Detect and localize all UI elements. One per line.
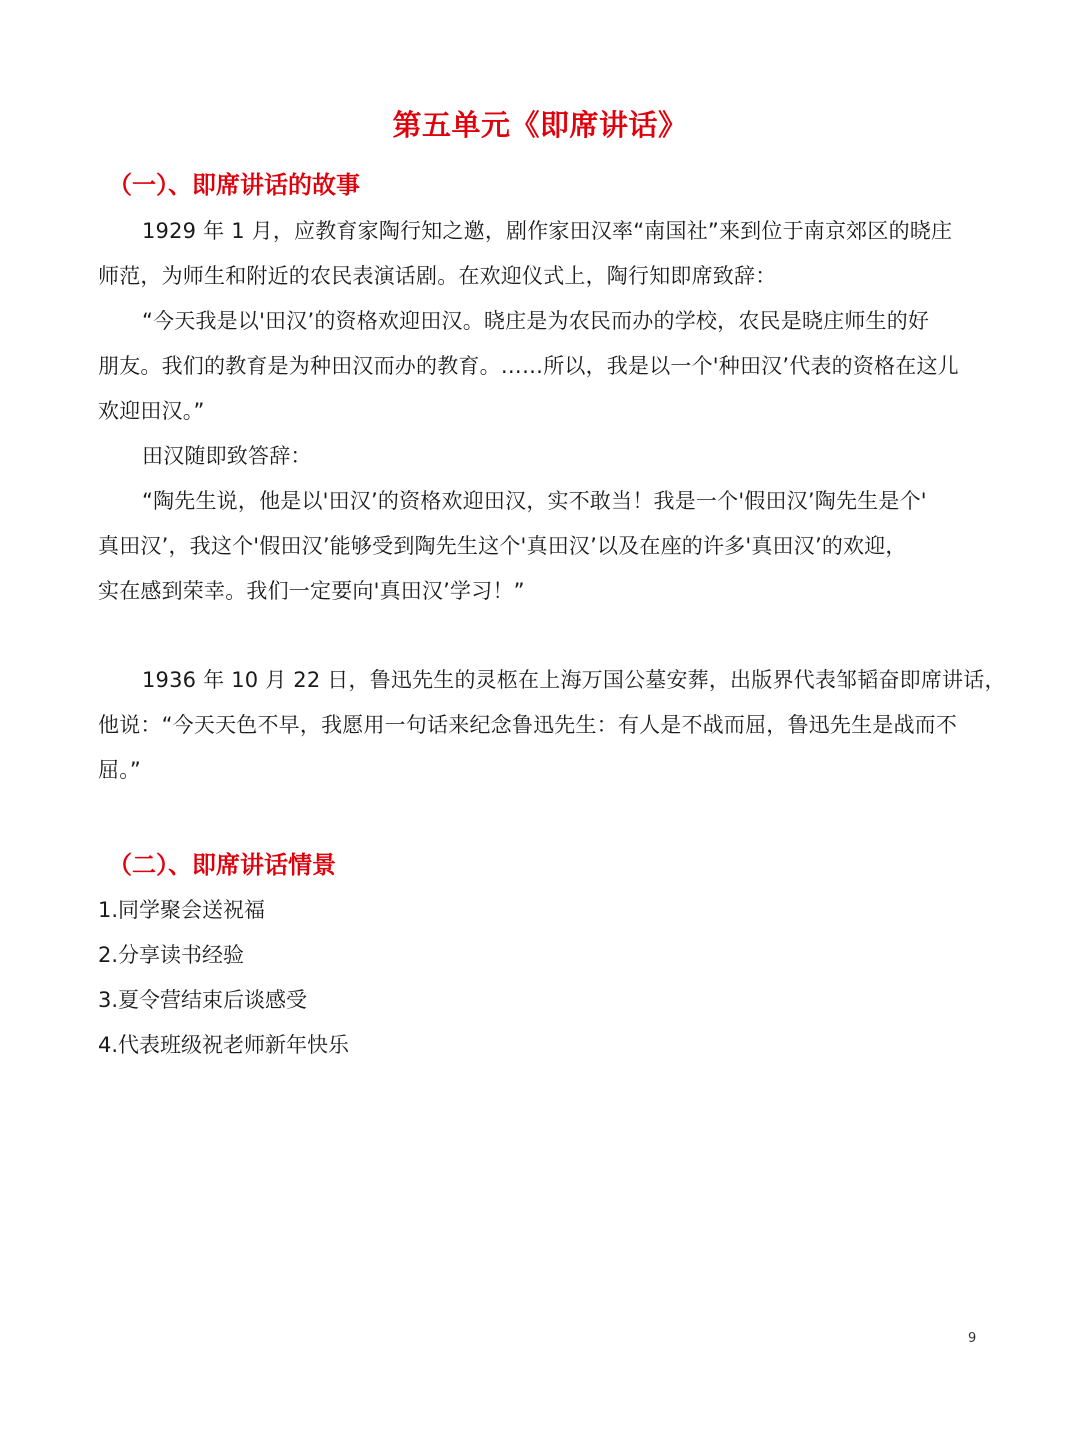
paragraph-line: 屈。” xyxy=(98,758,141,782)
paragraph-line: 田汉随即致答辞： xyxy=(142,444,312,468)
paragraph-line: 他说：“今天天色不早，我愿用一句话来纪念鲁迅先生：有人是不战而屈，鲁迅先生是战而不 xyxy=(98,713,958,737)
section-heading-scenarios: （二）、即席讲话情景 xyxy=(108,851,336,879)
scenario-list xyxy=(98,888,349,1068)
paragraph-line: 师范，为师生和附近的农民表演话剧。在欢迎仪式上，陶行知即席致辞： xyxy=(98,264,777,288)
paragraph-taoxingzhi-intro xyxy=(98,209,988,299)
paragraph-tianhan-intro xyxy=(98,434,988,479)
page-title: 第五单元《即席讲话》 xyxy=(392,108,688,142)
list-item: 3.夏令营结束后谈感受 xyxy=(98,988,308,1012)
list-item: 2.分享读书经验 xyxy=(98,943,245,967)
list-item: 4.代表班级祝老师新年快乐 xyxy=(98,1033,350,1057)
section-heading-story: （一）、即席讲话的故事 xyxy=(108,171,360,199)
list-item: 1.同学聚会送祝福 xyxy=(98,898,266,922)
paragraph-line: 朋友。我们的教育是为种田汉而办的教育。……所以，我是以一个'种田汉’代表的资格在这儿 xyxy=(98,354,959,378)
paragraph-luxun-story xyxy=(98,658,1006,793)
paragraph-line: 实在感到荣幸。我们一定要向'真田汉’学习！” xyxy=(98,579,525,603)
paragraph-line: 1936 年 10 月 22 日，鲁迅先生的灵柩在上海万国公墓安葬，出版界代表邹韬奋即席讲话， xyxy=(142,668,1006,692)
paragraph-tianhan-speech xyxy=(98,479,988,614)
paragraph-line: 真田汉’，我这个'假田汉’能够受到陶先生这个'真田汉’以及在座的许多'真田汉’的欢迎， xyxy=(98,534,907,558)
paragraph-line: 1929 年 1 月，应教育家陶行知之邀，剧作家田汉率“南国社”来到位于南京郊区的晓庄 xyxy=(142,219,953,243)
paragraph-taoxingzhi-speech xyxy=(98,299,988,434)
paragraph-line: “陶先生说，他是以'田汉’的资格欢迎田汉，实不敢当！我是一个'假田汉’陶先生是个' xyxy=(142,489,927,513)
paragraph-line: 欢迎田汉。” xyxy=(98,399,205,423)
page-number: 9 xyxy=(968,1331,977,1346)
paragraph-line: “今天我是以'田汉’的资格欢迎田汉。晓庄是为农民而办的学校，农民是晓庄师生的好 xyxy=(142,309,930,333)
